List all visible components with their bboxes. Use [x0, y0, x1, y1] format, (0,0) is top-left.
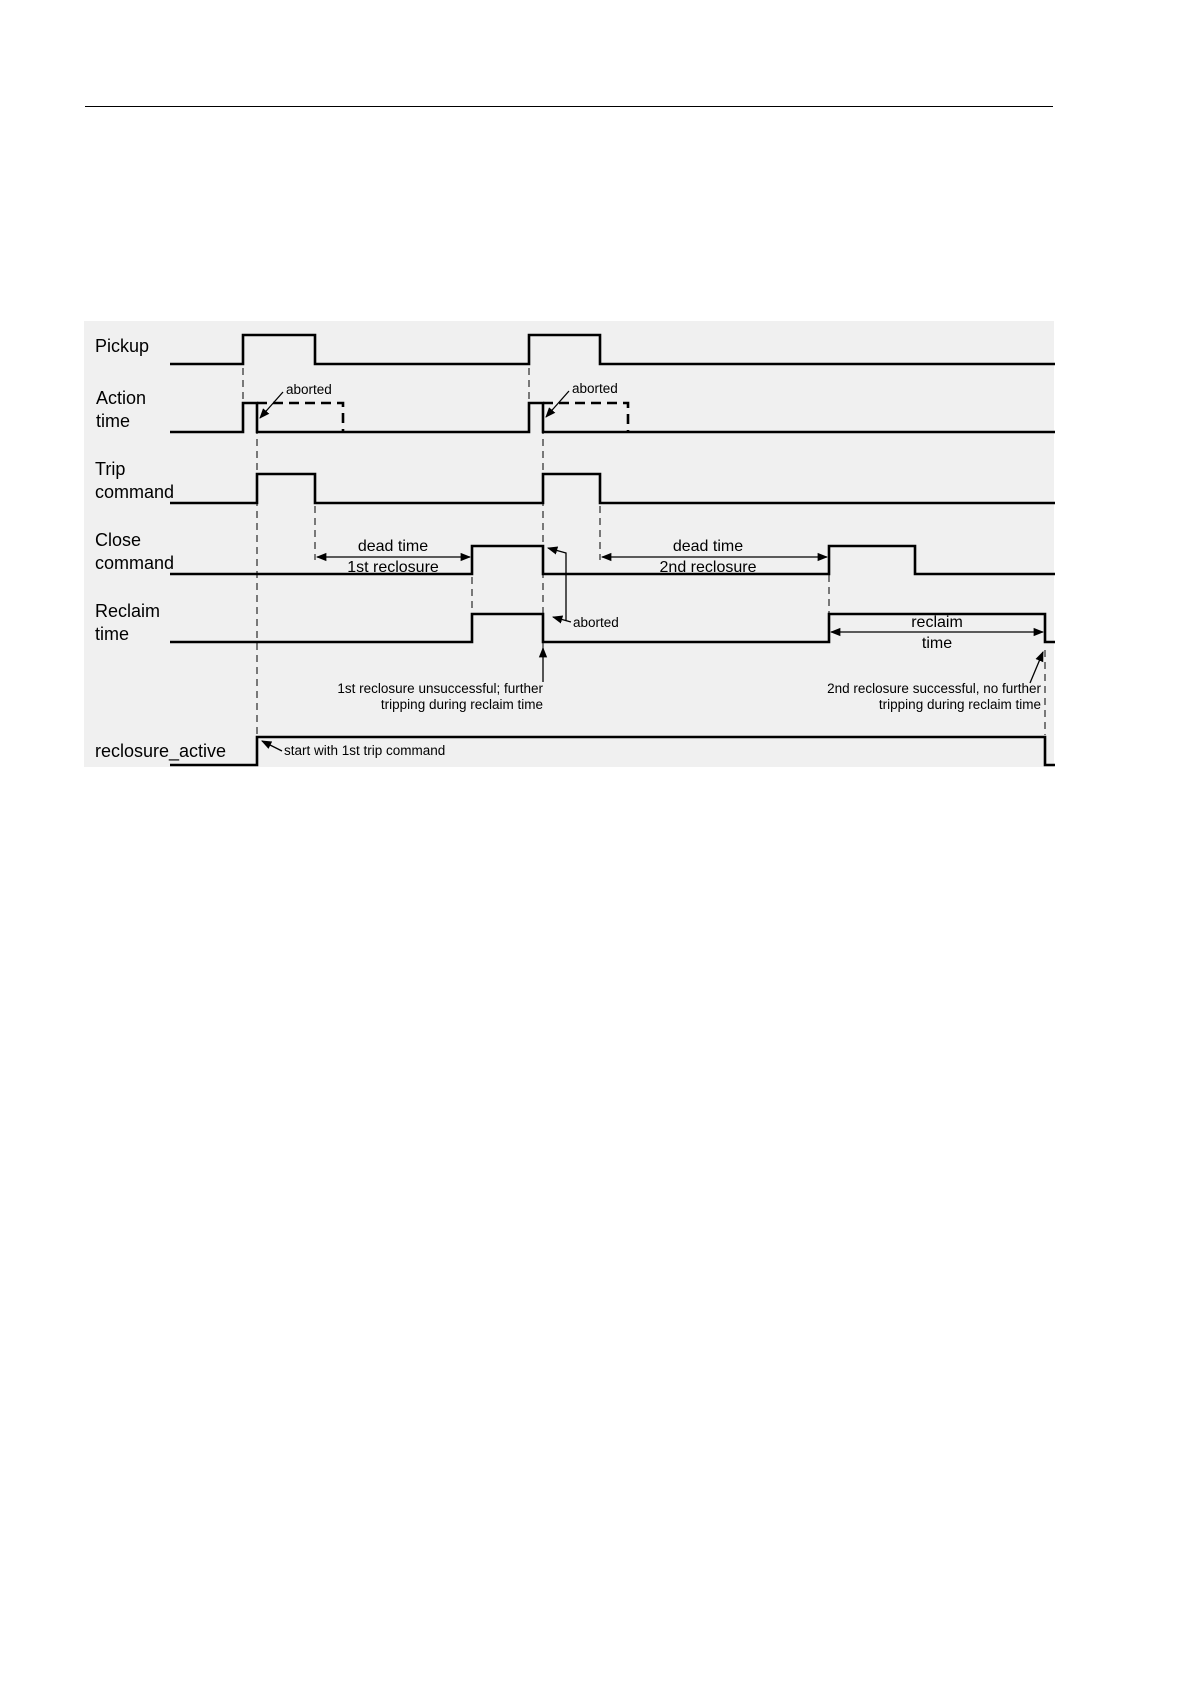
arrow-successful [1030, 652, 1043, 683]
note-unsuccessful-line2: tripping during reclaim time [380, 697, 543, 712]
waveform-action-time-aborted-2 [543, 403, 628, 432]
signal-label-action-time-2: time [96, 411, 131, 431]
annotation-aborted-1: aborted [286, 382, 332, 397]
waveform-close-command [170, 546, 1055, 574]
label-1st-reclosure: 1st reclosure [347, 559, 439, 576]
annotation-aborted-2: aborted [572, 381, 618, 396]
note-successful-line1: 2nd reclosure successful, no further [827, 681, 1041, 696]
signal-label-close-command-1: Close [95, 530, 142, 550]
waveform-action-time [170, 403, 1055, 432]
label-dead-time-2: dead time [672, 538, 744, 555]
note-successful-line2: tripping during reclaim time [878, 697, 1041, 712]
arrow-aborted-1 [260, 392, 283, 418]
waveform-pickup [170, 335, 1055, 364]
label-dead-time-1: dead time [357, 538, 429, 555]
signal-label-action-time-1: Action [96, 388, 147, 408]
arrow-start [262, 741, 282, 751]
label-reclaim: reclaim [911, 614, 963, 631]
signal-label-close-command-2: command [95, 553, 175, 573]
annotation-aborted-3: aborted [573, 615, 619, 630]
signal-label-pickup: Pickup [95, 336, 150, 356]
arrow-aborted-3-tail [553, 617, 571, 622]
note-unsuccessful-line1: 1st reclosure unsuccessful; further [337, 681, 543, 696]
note-start: start with 1st trip command [284, 743, 446, 758]
signal-label-reclosure-active: reclosure_active [95, 741, 227, 761]
signal-label-trip-command-2: command [95, 482, 175, 502]
signal-label-reclaim-time-2: time [95, 624, 130, 644]
label-reclaim-time: time [921, 635, 953, 652]
signal-label-reclaim-time-1: Reclaim [95, 601, 161, 621]
label-2nd-reclosure: 2nd reclosure [659, 559, 757, 576]
signal-label-trip-command-1: Trip [95, 459, 126, 479]
waveform-trip-command [170, 474, 1055, 503]
arrow-aborted-3 [548, 548, 566, 621]
